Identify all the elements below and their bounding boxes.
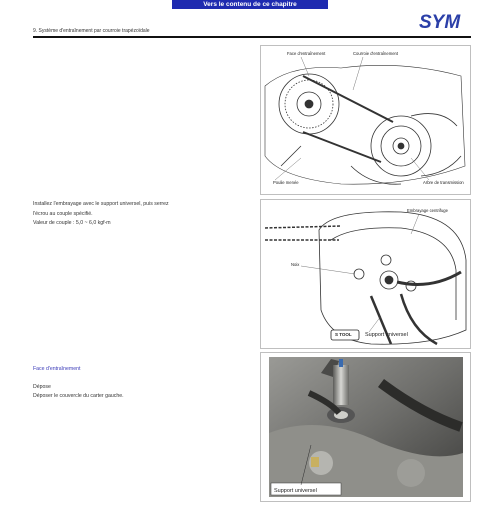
section-instruction: Déposer le couvercle du carter gauche. [33, 393, 124, 399]
label-photo-holder: Support universel [274, 488, 317, 494]
install-line-2: l'écrou au couple spécifié. [33, 210, 93, 217]
install-torque: Valeur de couple : 5,0 ~ 6,0 kgf-m [33, 220, 111, 226]
label-drive-face: Face d'entraînement [287, 51, 326, 56]
logo-text: SYM [419, 12, 461, 31]
label-driven-pulley: Poulie menée [273, 180, 299, 185]
figure-photo-holder [260, 352, 471, 502]
figure-belt-pulleys [260, 45, 471, 195]
photo-holder [261, 353, 470, 501]
label-holder: Support universel [365, 332, 408, 338]
label-nut: Noix [291, 262, 300, 267]
chapter-title: 9. Système d'entraînement par courroie trapézoïdale [33, 28, 150, 34]
chapter-contents-link[interactable]: Vers le contenu de ce chapitre [172, 0, 328, 9]
drawing-belt-pulleys [261, 46, 470, 194]
drive-face-section [33, 365, 124, 402]
label-tool-badge: S TOOL [335, 332, 352, 337]
section-subheading-removal: Dépose [33, 383, 51, 390]
figure-clutch-holder [260, 199, 471, 349]
label-clutch: Embrayage centrifuge [407, 208, 448, 213]
install-instructions [33, 200, 169, 229]
label-shaft: Arbre de transmission [423, 180, 464, 185]
install-line-1: Installez l'embrayage avec le support universel, puis serrez [33, 201, 169, 207]
header-divider [33, 36, 471, 38]
drawing-clutch-holder [261, 200, 470, 348]
label-belt: Courroie d'entraînement [353, 51, 399, 56]
sym-logo [418, 11, 466, 31]
section-heading-drive-face: Face d'entraînement [33, 366, 81, 372]
